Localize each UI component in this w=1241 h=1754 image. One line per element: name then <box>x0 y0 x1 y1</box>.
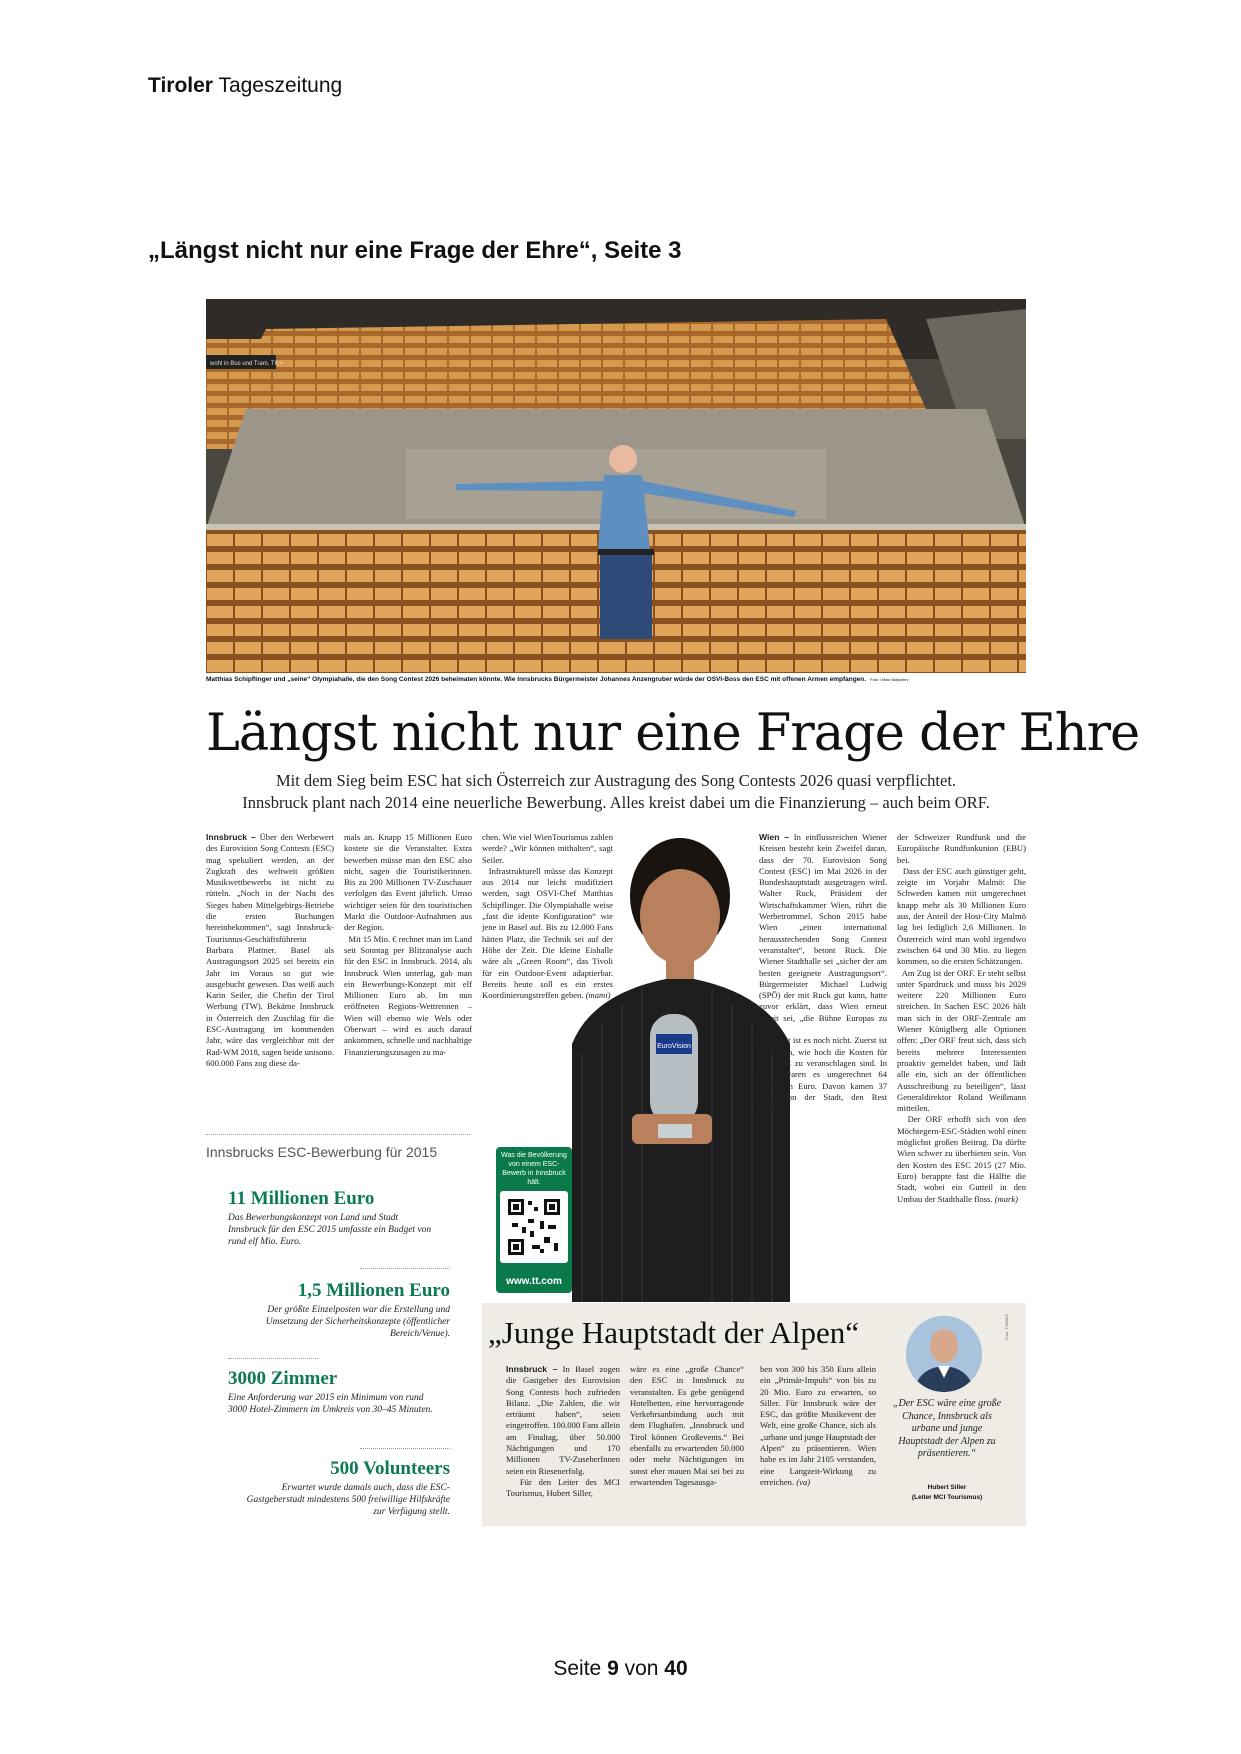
factbox-divider <box>206 1134 470 1135</box>
qr-code[interactable] <box>500 1191 568 1263</box>
qr-promo-text: Was die Bevölkerung von einem ESC-Bewerb in Innsbruck hält. <box>501 1152 567 1186</box>
fact-text-2: Der größte Einzelposten war die Erstellung und Umsetzung der Sicherheitskonzepte (öffentlicher Bereich/Venue). <box>265 1305 450 1339</box>
sidebox-column-2: wäre es eine „große Chance“ den ESC in Innsbruck zu veranstalten. Es gebe genügend Hotelbetten, eine hervorragende Verkehrsanbindung auch mit dem Flughafen. „Innsbruck und Tirol können Großevents.“ Bei ebenfalls zu erwartenden 50.000 oder mehr Nächtigungen im sonst eher mauen Mai sei bei zu erwartenden Tagesausga- <box>630 1364 744 1487</box>
qr-promo[interactable] <box>496 1147 572 1293</box>
fact-divider <box>360 1268 450 1269</box>
page-footer: Seite 9 von 40 <box>553 1657 688 1680</box>
article-column-2: mals an. Knapp 15 Millionen Euro kostete sie die Veranstalter. Extra bewerben müsse man den ESC also nicht, sagen die Touristikerinnen. Bis zu 200 Millionen TV-Zuschauer verfolgen das Event jährlich. Umso wichtiger seien für den touristischen Markt die Outdoor-Aufnahmen aus der Region. Mit 15 Mio. € rechnet man im Land seit Sonntag per Blitzanalyse auch für den ESC in Innsbruck. 2014, als Innsbruck Wien unterlag, gab man ein Bewerbungs-Konzept mit elf Millionen Euro ab. Im nun eröffneten Regions-Wettrennen – Wien will ebenso wie Wels oder Oberwart – wird es auch darauf ankommen, schnelle und nachhaltige Finanzierungszusagen zu ma- <box>344 832 472 1057</box>
article-column-5: der Schweizer Rundfunk und die Europäische Rundfunkunion (EBU) bei. Dass der ESC auch günstiger geht, zeigte im Vorjahr Malmö: Die Schweden kamen mit umgerechnet knapp mehr als 30 Millionen Euro aus, der Anteil der Host-City Malmö lag bei lediglich 2,6 Millionen. In Österreich wird man wohl irgendwo zwischen 64 und 30 Mio. zu liegen kommen, so die ersten Schätzungen. Am Zug ist der ORF. Er steht selbst unter Spardruck und muss bis 2029 weitere 220 Millionen Euro streichen. In Sachen ESC 2026 hält man sich in der ORF-Zentrale am Wiener Küniglberg alle Optionen offen: „Der ORF freut sich, dass sich bereits mehrere Interessenten proaktiv gemeldet haben, und lädt alle ein, sich an der öffentlichen Ausschreibung zu beteiligen“, lässt Generaldirektor Roland Weißmann mitteilen. Der ORF erhofft sich von den Möchtegern-ESC-Städten wohl einen möglichst großen Beitrag. Da dürfte Wien schwer zu überbieten sein. Von den Kosten des ESC 2015 (27 Mio. Euro) berappte fast die Hälfte die Stadt, wobei ein Gutteil in den Umbau der Stadthalle floss. (mark) <box>897 832 1026 1204</box>
fact-value-2: 1,5 Millionen Euro <box>297 1280 450 1301</box>
article-column-1: Innsbruck – Über den Werbewert des Eurovision Song Contests (ESC) mag spekuliert werden, an der Zugkraft des weltweit größten Musikwettbewerbs ist nicht zu rütteln. „Noch in der Nacht des Sieges haben Mittelgebirgs-Betriebe die ersten Buchungen hereinbekommen“, sagt Innsbruck-Tourismus-Geschäftsführerin Barbara Plattner. Basel als Austragungsort 2025 sei bereits ein Jahr im Voraus so gut wie ausgebucht gewesen. Das weiß auch Karin Seiler, die Chefin der Tirol Werbung (TW). Bekäme Innsbruck in Österreich den Zuschlag für die ESC-Austragung im kommenden Jahr, wäre das vergleichbar mit der Rad-WM 2018, sagen beide unisono. 600.000 Fans zog diese da- <box>206 832 334 1068</box>
article-headline: Längst nicht nur eine Frage der Ehre <box>206 704 1140 763</box>
publication-header: Tiroler Tageszeitung <box>148 74 343 97</box>
portrait-credit: Foto: TVB/MCI <box>1004 1313 1009 1340</box>
banner-text: wohl in Bus und Tram. Th = <box>210 361 284 367</box>
fact-text-1: Das Bewerbungskonzept von Land und Stadt Innsbruck für den ESC 2015 umfasste ein Budget von rund elf Mio. Euro. <box>228 1213 432 1247</box>
quote-author: Hubert Siller <box>927 1484 967 1491</box>
portrait-avatar <box>906 1316 982 1392</box>
article-column-3: chen. Wie viel WienTourismus zahlen werde? „Wir können mithalten“, sagt Seiler. Infrastrukturell müsse das Konzept aus 2014 nur leicht modifiziert werden, sagt OSVI-Chef Matthias Schipflinger. Die Olympiahalle weise „fast die idente Konfiguration“ wie jene in Basel auf. Bis zu 12.000 Fans hätten Platz, die Technik sei auf der Höhe der Zeit. Die kleine Eishalle wäre als „Green Room“, das Tivoli für ein Outdoor-Event adaptierbar. Bereits heute soll es ein erstes Koordinierungstreffen geben. (mami) <box>482 832 613 1001</box>
sidebox-quote: „Der ESC wäre eine große Chance, Innsbruck als urbane und junge Hauptstadt der Alpen zu präsentieren.“ <box>892 1398 1002 1459</box>
fact-value-1: 11 Millionen Euro <box>228 1188 375 1209</box>
sidebox-title: „Junge Hauptstadt der Alpen“ <box>488 1315 860 1350</box>
fact-divider <box>228 1358 318 1359</box>
arena-photo <box>206 299 1026 673</box>
article-column-4: Wien – In einflussreichen Wiener Kreisen besteht kein Zweifel daran, dass der 70. Eurovision Song Contest (ESC) im Mai 2026 in der Bundeshauptstadt ausgetragen wird. Walter Ruck, Präsident der Wirtschaftskammer Wien, rührt die Werbetrommel. Schon 2015 habe Wien „einen international herausstechenden Song Contest veranstaltet“, betont Ruck. Die Wiener Stadthalle sei „sicher der am besten geeignete Austragungsort“. Bürgermeister Michael Ludwig (SPÖ) der mit Ruck gut kann, hatte zuvor erklärt, dass Wien erneut bereit sei, „die Bühne Europas zu sein“. So weit ist es noch nicht. Zuerst ist zu klären, wie hoch die Kosten für den ESC zu veranschlagen sind. In Basel waren es umgerechnet 64 Millionen Euro. Davon kamen 37 Mio. von der Stadt, den Rest steuerten <box>759 832 887 1114</box>
fact-divider <box>360 1448 450 1449</box>
fact-value-4: 500 Volunteers <box>330 1458 450 1479</box>
factbox-title: Innsbrucks ESC-Bewerbung für 2015 <box>206 1144 438 1160</box>
fact-text-4: Erwartet wurde damals auch, dass die ESC-Gastgeberstadt mindestens 500 freiwillige Hilfskräfte zur Verfügung stellt. <box>246 1483 450 1517</box>
fact-text-3: Eine Anforderung war 2015 ein Minimum von rund 3000 Hotel-Zimmern im Umkreis von 30–45 Minuten. <box>228 1393 433 1415</box>
reference-title: „Längst nicht nur eine Frage der Ehre“, Seite 3 <box>148 237 682 264</box>
trophy-label: EuroVision <box>657 1043 691 1050</box>
quote-author-role: (Leiter MCI Tourismus) <box>911 1494 983 1501</box>
article-subline: Mit dem Sieg beim ESC hat sich Österreich zur Austragung des Song Contests 2026 quasi verpflichtet. Innsbruck plant nach 2014 eine neuerliche Bewerbung. Alles kreist dabei um die Finanzierung – auch beim ORF. <box>242 771 990 812</box>
qr-url-link[interactable]: www.tt.com <box>506 1276 562 1287</box>
sidebox-column-3: ben von 300 bis 350 Euro allein ein „Primär-Impuls“ von bis zu 20 Mio. Euro zu erwarten, so Siller. Für Innsbruck wäre der ESC, das größte Musikevent der Welt, eine große Chance, sich als „urbane und junge Hauptstadt der Alpen“ zu präsentieren. Wien habe es im Jahr 2105 verstanden, eine Langzeit-Wirkung zu erreichen. (va) <box>760 1364 876 1487</box>
photo-caption: Matthias Schipflinger und „seine“ Olympiahalle, die den Song Contest 2026 beheimaten könnte. Wie Innsbrucks Bürgermeister Johannes Anzengruber würde der OSVI-Boss den ESC mit offenen Armen empfangen. Foto: Viktor Malyshev <box>206 676 909 683</box>
sidebox-column-1: Innsbruck – In Basel zogen die Gastgeber des Eurovision Song Contests hoch zufrieden Bilanz. „Die Zahlen, die wir erträumt haben“, seien eingetroffen. 100.000 Fans allein am Finaltag, über 50.000 Nächtigungen und 170 Millionen TV-ZuseherInnen seien ein Riesenerfolg. Für den Leiter des MCI Tourismus, Hubert Siller, <box>506 1364 620 1499</box>
fact-value-3: 3000 Zimmer <box>228 1368 338 1389</box>
